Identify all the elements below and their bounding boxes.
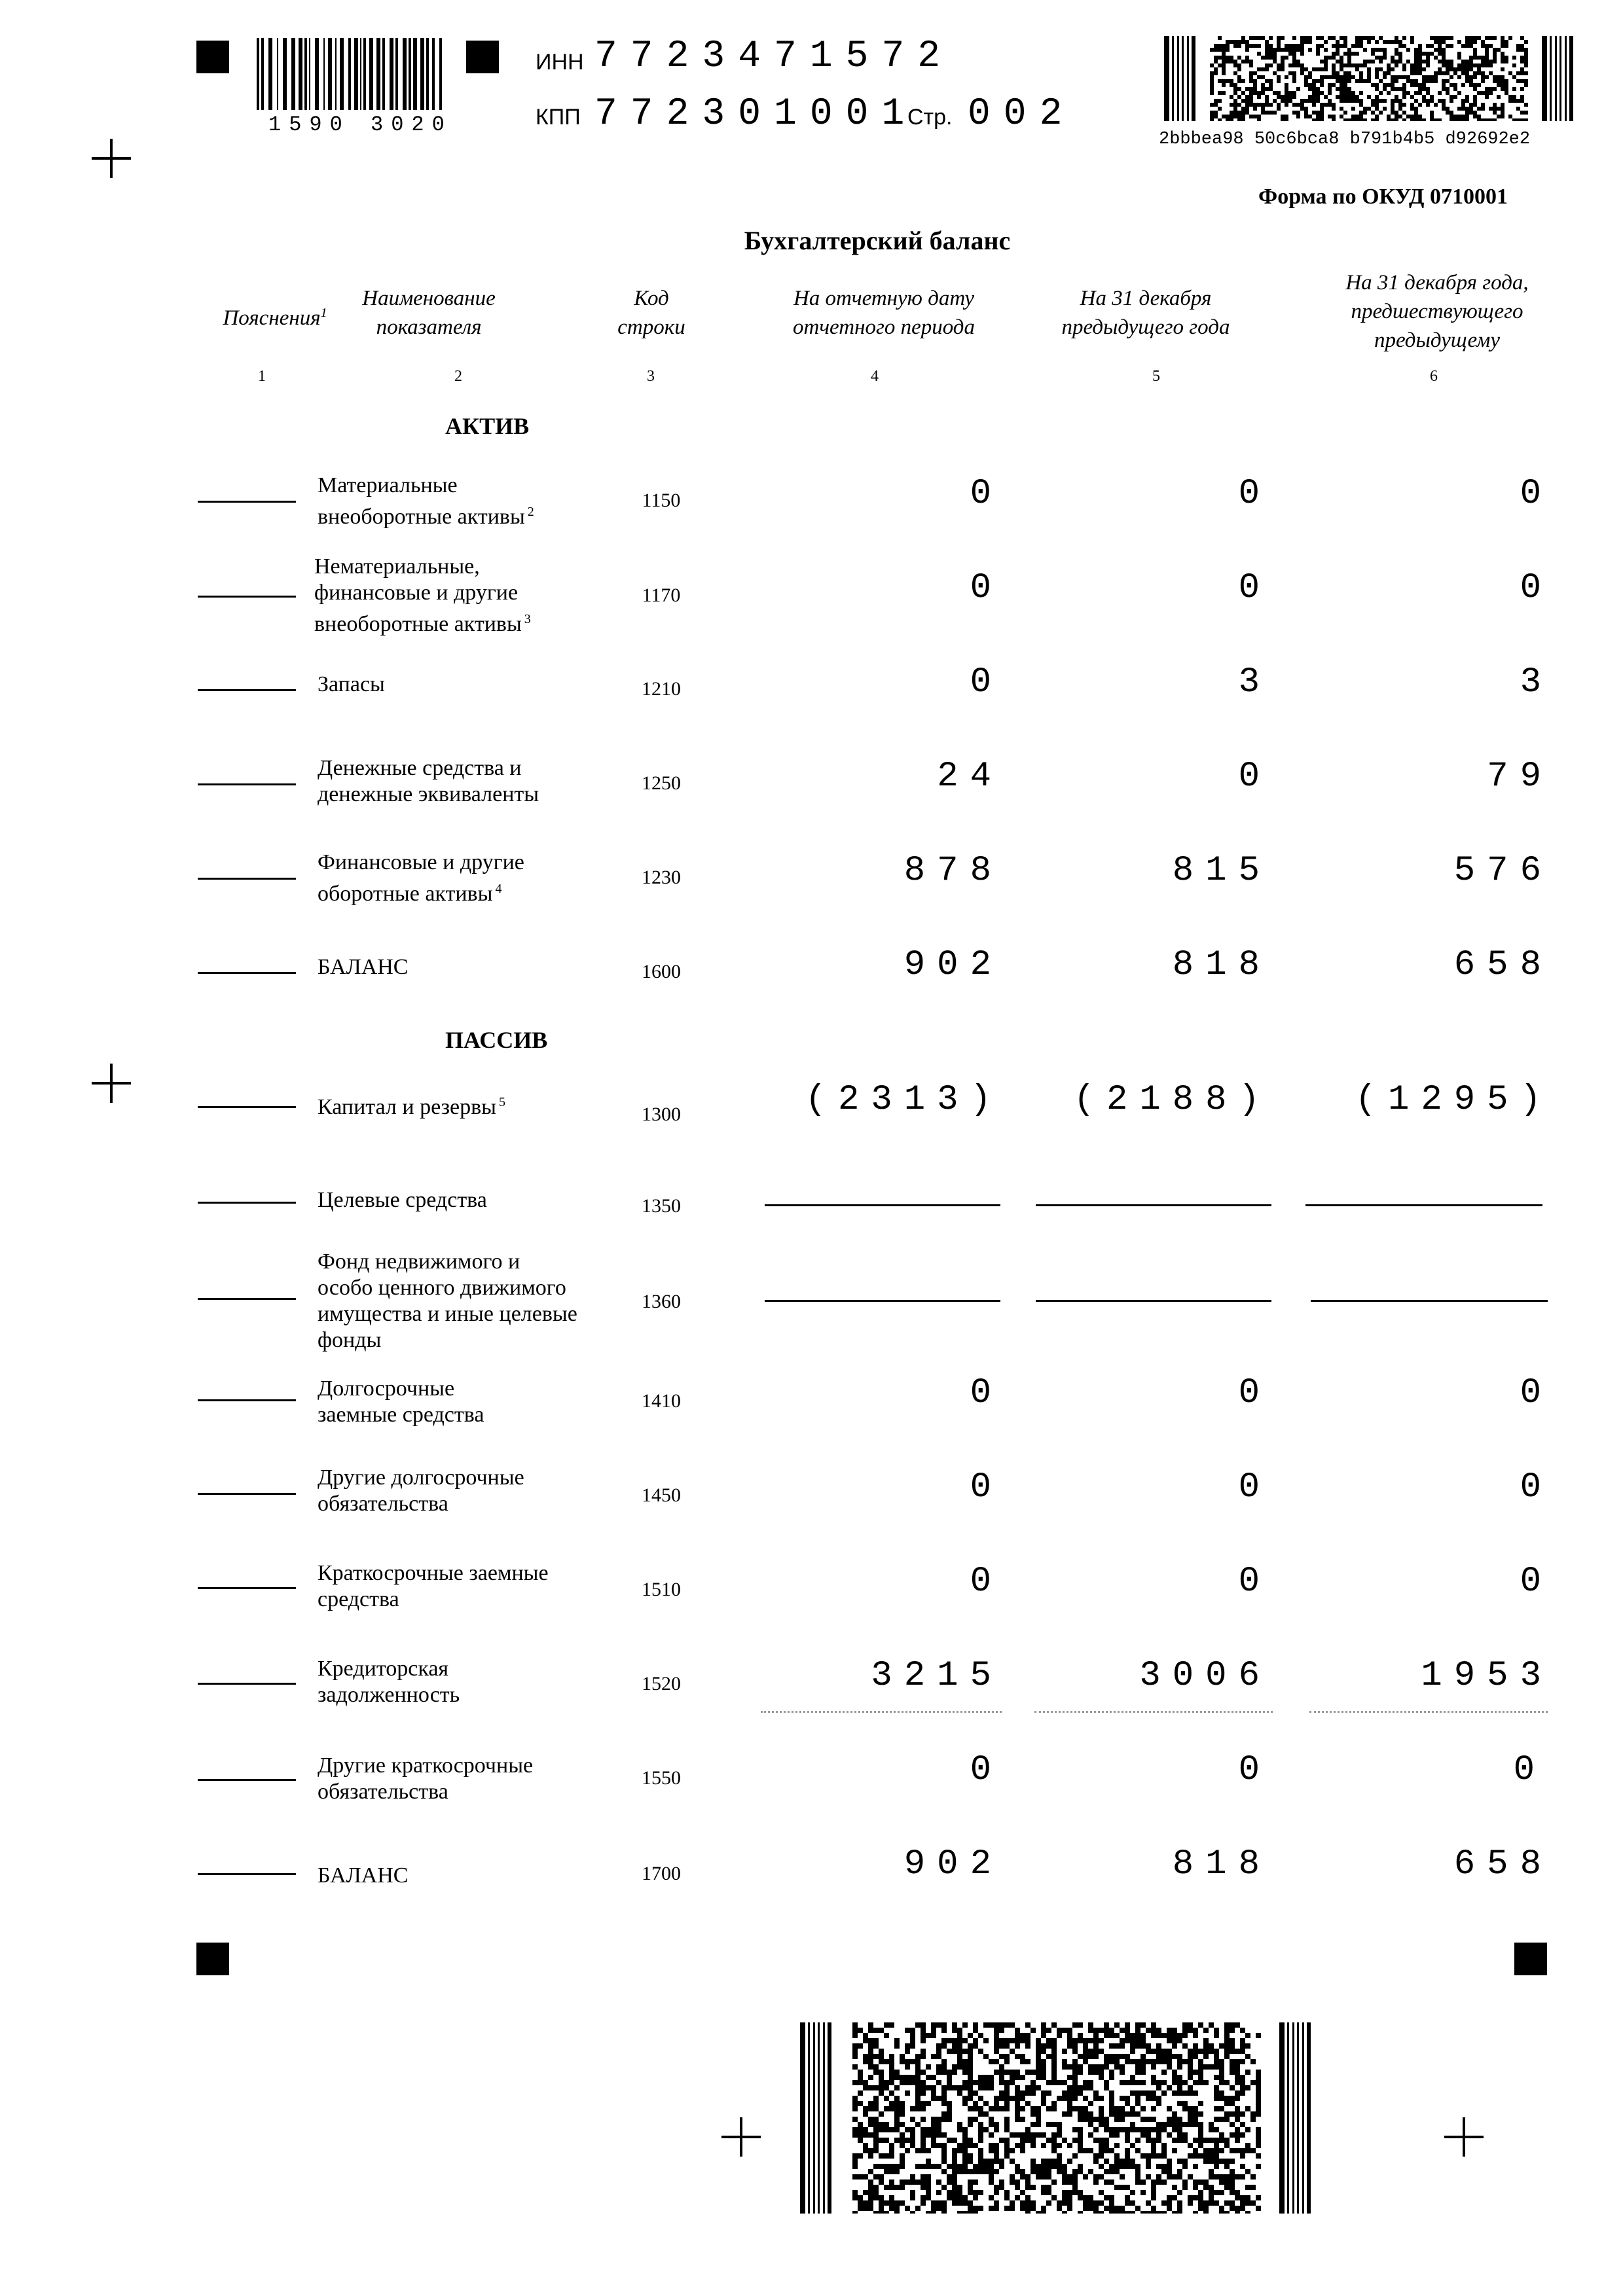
row-value-prevprev-1550: 0 [1513, 1750, 1546, 1790]
row-value-prev-1450: 0 [1238, 1467, 1271, 1507]
pdf417-barcode-top [1164, 36, 1573, 121]
row-label-1450: Другие долгосрочные обязательства [318, 1465, 524, 1516]
row-value-current-1550: 0 [970, 1750, 1003, 1790]
row-value-current-1410: 0 [970, 1373, 1003, 1413]
row-label-1520: Кредиторская задолженность [318, 1657, 460, 1707]
col-num-1: 1 [258, 368, 266, 385]
row-code-1360: 1360 [642, 1291, 681, 1312]
row-value-prev-1170: 0 [1238, 568, 1271, 608]
row-value-prevprev-1230: 576 [1453, 851, 1553, 891]
col-header-name: Наименование показателя [362, 287, 496, 339]
registration-square-bottom-right [1514, 1943, 1547, 1975]
notes-line [198, 878, 296, 880]
row-value-prev-1300: (2188) [1073, 1080, 1271, 1120]
crosshair-mark-bottom-left [721, 2117, 761, 2157]
row-value-prev-1550: 0 [1238, 1750, 1271, 1790]
empty-value-line [1036, 1204, 1271, 1206]
row-value-prev-1600: 818 [1172, 945, 1271, 985]
row-value-prevprev-1410: 0 [1520, 1373, 1553, 1413]
row-code-1150: 1150 [642, 490, 681, 511]
row-value-prev-1700: 818 [1172, 1844, 1271, 1884]
row-label-1550: Другие краткосрочные обязательства [318, 1753, 534, 1804]
row-label-1170: Нематериальные, финансовые и другие внеоборотные активы $^3$ [314, 554, 531, 636]
form-code: Форма по ОКУД 0710001 [1258, 185, 1508, 209]
row-label-1210: Запасы [318, 672, 385, 696]
row-value-prev-1250: 0 [1238, 757, 1271, 797]
row-value-prev-1520: 3006 [1139, 1656, 1271, 1696]
row-value-current-1150: 0 [970, 474, 1003, 514]
row-code-1300: 1300 [642, 1103, 681, 1125]
kpp-value: 772301001 [594, 93, 918, 135]
pdf417-barcode-bottom [800, 2022, 1311, 2214]
row-label-1360: Фонд недвижимого и особо ценного движимого имущества и иные целевые фонды [318, 1249, 577, 1352]
registration-square-top-left [196, 41, 229, 73]
notes-line [198, 596, 296, 598]
notes-line [198, 1106, 296, 1108]
notes-line [198, 1493, 296, 1495]
notes-line [198, 1399, 296, 1401]
notes-line [198, 1683, 296, 1685]
row-code-1520: 1520 [642, 1673, 681, 1695]
row-label-1350: Целевые средства [318, 1188, 487, 1212]
row-value-current-1300: (2313) [805, 1080, 1003, 1120]
crosshair-mark-top-left [92, 139, 131, 178]
notes-line [198, 972, 296, 974]
row-label-1700: БАЛАНС [318, 1863, 409, 1888]
row-value-prevprev-1700: 658 [1453, 1844, 1553, 1884]
empty-value-line [1036, 1300, 1271, 1302]
row-value-current-1210: 0 [970, 662, 1003, 702]
row-value-current-1170: 0 [970, 568, 1003, 608]
row-code-1250: 1250 [642, 772, 681, 794]
col-header-prev-prev-year: На 31 декабря года, предшествующего предыдущему [1345, 271, 1529, 352]
empty-value-line [765, 1300, 1000, 1302]
kpp-label: КПП [536, 105, 581, 130]
section-liabilities-title: ПАССИВ [445, 1027, 548, 1053]
row-label-1230: Финансовые и другие оборотные активы $^4$ [318, 850, 524, 906]
document-hash: 2bbbea98 50c6bca8 b791b4b5 d92692e2 [1159, 130, 1531, 149]
row-value-prev-1210: 3 [1238, 662, 1271, 702]
section-assets-title: АКТИВ [445, 413, 530, 439]
empty-value-line [1305, 1204, 1542, 1206]
row-value-prevprev-1250: 79 [1487, 757, 1553, 797]
dotted-separator [1034, 1711, 1273, 1713]
row-code-1550: 1550 [642, 1767, 681, 1789]
registration-square-bottom-left [196, 1943, 229, 1975]
notes-line [198, 501, 296, 503]
row-code-1600: 1600 [642, 961, 681, 982]
row-value-current-1230: 878 [903, 851, 1003, 891]
notes-line [198, 1779, 296, 1781]
col-header-notes: Пояснения$^1$ [223, 306, 327, 330]
notes-line [198, 1298, 296, 1300]
row-value-prevprev-1600: 658 [1453, 945, 1553, 985]
col-header-code: Код строки [617, 287, 685, 339]
row-value-prevprev-1300: (1295) [1355, 1080, 1553, 1120]
row-label-1600: БАЛАНС [318, 955, 409, 979]
row-value-current-1250: 24 [937, 757, 1003, 797]
crosshair-mark-bottom-right [1444, 2117, 1484, 2157]
row-value-prev-1150: 0 [1238, 474, 1271, 514]
row-value-prev-1230: 815 [1172, 851, 1271, 891]
row-code-1350: 1350 [642, 1195, 681, 1217]
row-value-prevprev-1510: 0 [1520, 1562, 1553, 1602]
row-value-current-1450: 0 [970, 1467, 1003, 1507]
barcode-number: 1590 3020 [268, 113, 452, 137]
notes-line [198, 689, 296, 691]
row-value-prevprev-1450: 0 [1520, 1467, 1553, 1507]
row-value-current-1700: 902 [903, 1844, 1003, 1884]
col-num-3: 3 [647, 368, 655, 385]
row-label-1510: Краткосрочные заемные средства [318, 1561, 549, 1611]
row-value-prevprev-1520: 1953 [1421, 1656, 1553, 1696]
linear-barcode [255, 38, 445, 115]
page-title: Бухгалтерский баланс [744, 226, 1011, 255]
notes-line [198, 783, 296, 785]
empty-value-line [765, 1204, 1000, 1206]
crosshair-mark-middle-left [92, 1064, 131, 1103]
row-value-prevprev-1150: 0 [1520, 474, 1553, 514]
inn-value: 7723471572 [594, 35, 954, 78]
row-code-1510: 1510 [642, 1579, 681, 1600]
row-label-1150: Материальные внеоборотные активы $^2$ [318, 473, 534, 529]
row-value-current-1510: 0 [970, 1562, 1003, 1602]
dotted-separator [761, 1711, 1002, 1713]
row-code-1230: 1230 [642, 867, 681, 888]
row-code-1210: 1210 [642, 678, 681, 700]
page-label: Стр. [907, 105, 953, 130]
row-value-prevprev-1210: 3 [1520, 662, 1553, 702]
notes-line [198, 1202, 296, 1204]
dotted-separator [1309, 1711, 1548, 1713]
row-label-1300: Капитал и резервы $^5$ [318, 1095, 506, 1119]
row-code-1700: 1700 [642, 1863, 681, 1884]
col-num-2: 2 [454, 368, 462, 385]
col-header-prev-year: На 31 декабря предыдущего года [1061, 287, 1230, 339]
row-code-1170: 1170 [642, 584, 681, 606]
row-value-prev-1510: 0 [1238, 1562, 1271, 1602]
notes-line [198, 1873, 296, 1875]
row-value-prev-1410: 0 [1238, 1373, 1271, 1413]
row-value-current-1600: 902 [903, 945, 1003, 985]
col-num-5: 5 [1152, 368, 1160, 385]
row-value-current-1520: 3215 [871, 1656, 1003, 1696]
registration-square-top-middle [466, 41, 499, 73]
col-num-4: 4 [871, 368, 879, 385]
notes-line [198, 1587, 296, 1589]
row-label-1250: Денежные средства и денежные эквиваленты [318, 756, 539, 806]
col-num-6: 6 [1430, 368, 1438, 385]
inn-label: ИНН [536, 50, 584, 75]
empty-value-line [1311, 1300, 1548, 1302]
page-value: 002 [968, 93, 1076, 135]
row-code-1450: 1450 [642, 1484, 681, 1506]
row-label-1410: Долгосрочные заемные средства [318, 1376, 484, 1427]
row-value-prevprev-1170: 0 [1520, 568, 1553, 608]
col-header-current: На отчетную дату отчетного периода [792, 287, 976, 339]
row-code-1410: 1410 [642, 1390, 681, 1412]
